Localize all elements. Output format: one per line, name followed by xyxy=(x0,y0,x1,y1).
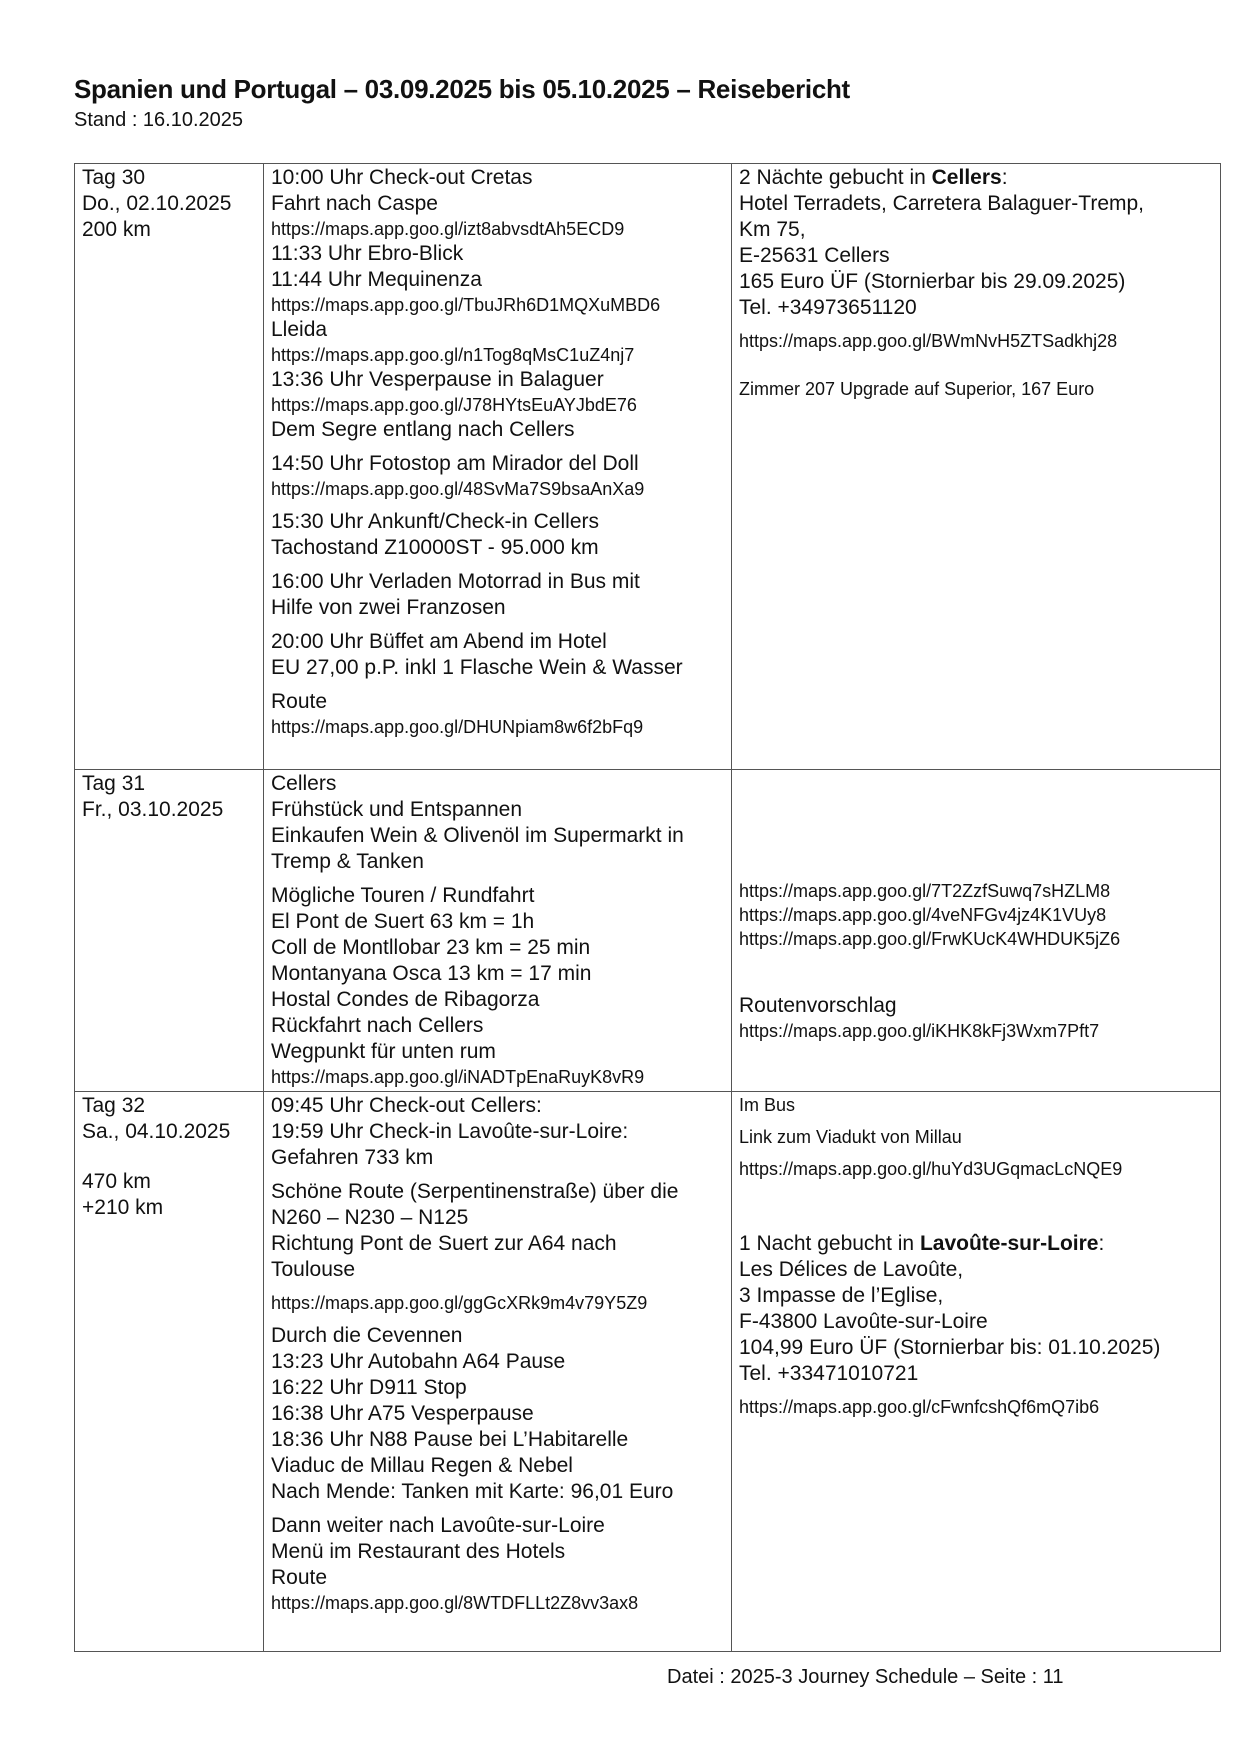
day-cell xyxy=(75,164,264,770)
activity-line: 13:23 Uhr Autobahn A64 Pause xyxy=(271,1350,566,1373)
map-link[interactable]: https://maps.app.goo.gl/iNADTpEnaRuyK8vR9 xyxy=(271,1067,645,1087)
activity-line: Frühstück und Entspannen xyxy=(271,798,522,821)
activity-line: EU 27,00 p.P. inkl 1 Flasche Wein & Wasser xyxy=(271,656,683,679)
day-date: Sa., 04.10.2025 xyxy=(82,1120,231,1143)
activity-line: 11:33 Uhr Ebro-Blick xyxy=(271,242,464,265)
activity-line: Rückfahrt nach Cellers xyxy=(271,1014,484,1037)
activity-line: 15:30 Uhr Ankunft/Check-in Cellers xyxy=(271,510,599,533)
day-label: Tag 30 xyxy=(82,166,146,189)
page-footer: Datei : 2025-3 Journey Schedule – Seite : 11 xyxy=(667,1666,1064,1688)
day-date: Do., 02.10.2025 xyxy=(82,192,232,215)
activities-cell xyxy=(264,164,732,770)
map-link[interactable]: https://maps.app.goo.gl/izt8abvsdtAh5ECD9 xyxy=(271,219,625,239)
day-distance-extra: +210 km xyxy=(82,1196,164,1219)
route-suggestion-label: Routenvorschlag xyxy=(739,994,897,1017)
hotel-zip-city: E-25631 Cellers xyxy=(739,244,890,267)
activity-line: Schöne Route (Serpentinenstraße) über die xyxy=(271,1180,679,1203)
map-link[interactable]: https://maps.app.goo.gl/n1Tog8qMsC1uZ4nj7 xyxy=(271,345,635,365)
activity-line: Tachostand Z10000ST - 95.000 km xyxy=(271,536,599,559)
activity-line: 13:36 Uhr Vesperpause in Balaguer xyxy=(271,368,604,391)
tour-map-link[interactable]: https://maps.app.goo.gl/4veNFGv4jz4K1VUy8 xyxy=(739,905,1107,925)
bus-note: Im Bus xyxy=(739,1095,796,1115)
room-note: Zimmer 207 Upgrade auf Superior, 167 Euro xyxy=(739,379,1095,399)
day-cell xyxy=(75,770,264,1092)
booking-prefix: 2 Nächte gebucht in xyxy=(739,166,932,189)
route-link[interactable]: https://maps.app.goo.gl/DHUNpiam8w6f2bFq9 xyxy=(271,717,644,737)
hotel-price: 104,99 Euro ÜF (Stornierbar bis: 01.10.2025) xyxy=(739,1336,1161,1359)
activity-line: 16:22 Uhr D911 Stop xyxy=(271,1376,467,1399)
day-label: Tag 32 xyxy=(82,1094,146,1117)
activity-line: Toulouse xyxy=(271,1258,356,1281)
activity-line: Nach Mende: Tanken mit Karte: 96,01 Euro xyxy=(271,1480,674,1503)
table-row-day-31 xyxy=(75,770,1221,1092)
day-label: Tag 31 xyxy=(82,772,146,795)
journey-schedule-table xyxy=(74,163,1221,1652)
tour-map-link[interactable]: https://maps.app.goo.gl/7T2ZzfSuwq7sHZLM8 xyxy=(739,881,1111,901)
activity-line: Wegpunkt für unten rum xyxy=(271,1040,496,1063)
activity-line: 16:38 Uhr A75 Vesperpause xyxy=(271,1402,534,1425)
hotel-street: 3 Impasse de l’Eglise, xyxy=(739,1284,944,1307)
notes-cell xyxy=(732,164,1221,770)
map-link[interactable]: https://maps.app.goo.gl/ggGcXRk9m4v79Y5Z9 xyxy=(271,1293,648,1313)
activity-line: Dem Segre entlang nach Cellers xyxy=(271,418,575,441)
route-suggestion-link[interactable]: https://maps.app.goo.gl/iKHK8kFj3Wxm7Pft7 xyxy=(739,1021,1100,1041)
activity-line: Dann weiter nach Lavoûte-sur-Loire xyxy=(271,1514,605,1537)
activity-line: Einkaufen Wein & Olivenöl im Supermarkt in xyxy=(271,824,684,847)
viaduct-map-link[interactable]: https://maps.app.goo.gl/huYd3UGqmacLcNQE9 xyxy=(739,1159,1123,1179)
status-date: Stand : 16.10.2025 xyxy=(74,109,244,131)
activity-line: 16:00 Uhr Verladen Motorrad in Bus mit xyxy=(271,570,640,593)
booking-prefix: 1 Nacht gebucht in xyxy=(739,1232,920,1255)
hotel-price: 165 Euro ÜF (Stornierbar bis 29.09.2025) xyxy=(739,270,1126,293)
route-link[interactable]: https://maps.app.goo.gl/8WTDFLLt2Z8vv3ax8 xyxy=(271,1593,639,1613)
activity-line: 11:44 Uhr Mequinenza xyxy=(271,268,482,291)
hotel-map-link[interactable]: https://maps.app.goo.gl/cFwnfcshQf6mQ7ib6 xyxy=(739,1397,1100,1417)
tour-map-link[interactable]: https://maps.app.goo.gl/FrwKUcK4WHDUK5jZ6 xyxy=(739,929,1121,949)
activity-line: Durch die Cevennen xyxy=(271,1324,463,1347)
booking-line xyxy=(739,165,1214,191)
activity-line: Cellers xyxy=(271,772,337,795)
notes-cell xyxy=(732,770,1221,1092)
hotel-km: Km 75, xyxy=(739,218,806,241)
table-row-day-30 xyxy=(75,164,1221,770)
hotel-phone: Tel. +34973651120 xyxy=(739,296,917,319)
map-link[interactable]: https://maps.app.goo.gl/TbuJRh6D1MQXuMBD6 xyxy=(271,295,661,315)
map-link[interactable]: https://maps.app.goo.gl/48SvMa7S9bsaAnXa9 xyxy=(271,479,645,499)
table-row-day-32 xyxy=(75,1092,1221,1652)
activity-line: 19:59 Uhr Check-in Lavoûte-sur-Loire: xyxy=(271,1120,629,1143)
activity-line: Hilfe von zwei Franzosen xyxy=(271,596,506,619)
activity-line: Mögliche Touren / Rundfahrt xyxy=(271,884,535,907)
hotel-name: Les Délices de Lavoûte, xyxy=(739,1258,964,1281)
day-date: Fr., 03.10.2025 xyxy=(82,798,224,821)
day-distance: 200 km xyxy=(82,218,151,241)
day-cell xyxy=(75,1092,264,1652)
activity-line: 20:00 Uhr Büffet am Abend im Hotel xyxy=(271,630,607,653)
booking-suffix: : xyxy=(1098,1232,1105,1255)
viaduct-label: Link zum Viadukt von Millau xyxy=(739,1127,962,1147)
activity-line: 09:45 Uhr Check-out Cellers: xyxy=(271,1094,542,1117)
hotel-zip-city: F-43800 Lavoûte-sur-Loire xyxy=(739,1310,988,1333)
activity-line: Fahrt nach Caspe xyxy=(271,192,438,215)
activity-line: Richtung Pont de Suert zur A64 nach xyxy=(271,1232,617,1255)
activity-line: Gefahren 733 km xyxy=(271,1146,434,1169)
activity-line: 18:36 Uhr N88 Pause bei L’Habitarelle xyxy=(271,1428,629,1451)
activity-line: Route xyxy=(271,1566,328,1589)
activity-line: 10:00 Uhr Check-out Cretas xyxy=(271,166,533,189)
hotel-phone: Tel. +33471010721 xyxy=(739,1362,919,1385)
activity-line: El Pont de Suert 63 km = 1h xyxy=(271,910,535,933)
activities-cell xyxy=(264,1092,732,1652)
booking-place: Lavoûte-sur-Loire xyxy=(919,1232,1099,1255)
document-title: Spanien und Portugal – 03.09.2025 bis 05.10.2025 – Reisebericht xyxy=(74,74,850,104)
activities-cell xyxy=(264,770,732,1092)
hotel-name: Hotel Terradets, Carretera Balaguer-Tremp, xyxy=(739,192,1144,215)
activity-line: Menü im Restaurant des Hotels xyxy=(271,1540,566,1563)
booking-place: Cellers xyxy=(931,166,1002,189)
activity-line: Coll de Montllobar 23 km = 25 min xyxy=(271,936,591,959)
hotel-map-link[interactable]: https://maps.app.goo.gl/BWmNvH5ZTSadkhj28 xyxy=(739,331,1118,351)
activity-line: N260 – N230 – N125 xyxy=(271,1206,469,1229)
activity-line: Tremp & Tanken xyxy=(271,850,424,873)
activity-line: Viaduc de Millau Regen & Nebel xyxy=(271,1454,573,1477)
map-link[interactable]: https://maps.app.goo.gl/J78HYtsEuAYJbdE76 xyxy=(271,395,637,415)
activity-line: Route xyxy=(271,690,328,713)
activity-line: Lleida xyxy=(271,318,328,341)
booking-suffix: : xyxy=(1001,166,1008,189)
activity-line: Hostal Condes de Ribagorza xyxy=(271,988,540,1011)
activity-line: Montanyana Osca 13 km = 17 min xyxy=(271,962,592,985)
activity-line: 14:50 Uhr Fotostop am Mirador del Doll xyxy=(271,452,639,475)
notes-cell xyxy=(732,1092,1221,1652)
day-distance: 470 km xyxy=(82,1170,151,1193)
booking-line xyxy=(739,1231,1214,1257)
